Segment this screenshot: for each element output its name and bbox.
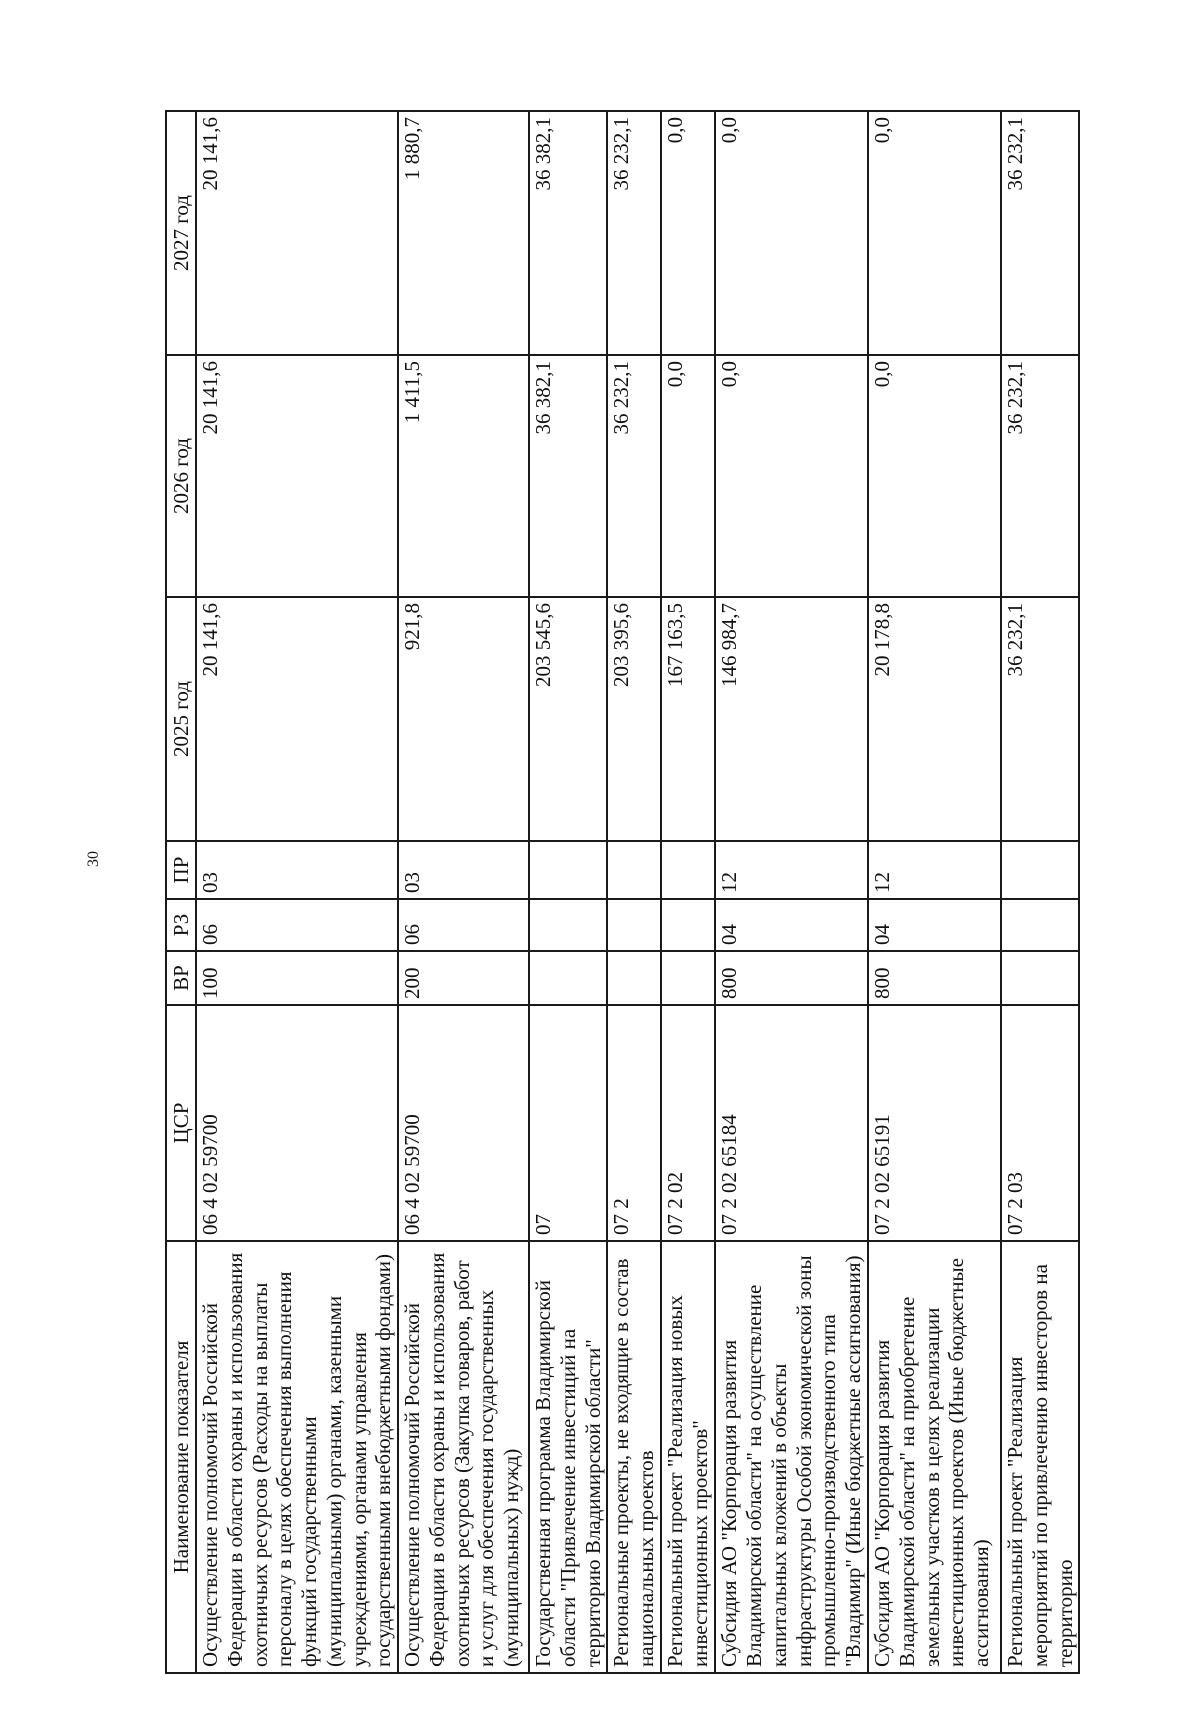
- header-2027: 2027 год: [166, 111, 196, 355]
- cell-pr: [1001, 841, 1079, 899]
- header-pr: ПР: [166, 841, 196, 899]
- cell-rz: 04: [868, 899, 1001, 951]
- cell-2025: 36 232,1: [1001, 597, 1079, 841]
- header-2025: 2025 год: [166, 597, 196, 841]
- cell-2025: 20 178,8: [868, 597, 1001, 841]
- cell-rz: 04: [715, 899, 868, 951]
- page-number: 30: [85, 851, 102, 867]
- cell-2025: 167 163,5: [661, 597, 715, 841]
- table-row: [661, 111, 715, 1673]
- cell-2027: 36 232,1: [607, 111, 661, 355]
- cell-csr: 07 2 02 65184: [715, 1005, 868, 1241]
- cell-vr: [1001, 951, 1079, 1005]
- cell-rz: [529, 899, 607, 951]
- header-name: Наименование показателя: [166, 1241, 196, 1673]
- cell-name: Региональные проекты, не входящие в состав национальных проектов: [607, 1241, 661, 1673]
- cell-rz: 06: [398, 899, 529, 951]
- cell-pr: [607, 841, 661, 899]
- cell-csr: 07 2 02: [661, 1005, 715, 1241]
- table-header-row: [166, 111, 196, 1673]
- cell-name: Региональный проект "Реализация новых инвестиционных проектов": [661, 1241, 715, 1673]
- cell-csr: 07: [529, 1005, 607, 1241]
- table-row: [1001, 111, 1079, 1673]
- cell-2026: 0,0: [715, 355, 868, 597]
- cell-pr: [529, 841, 607, 899]
- cell-vr: [607, 951, 661, 1005]
- cell-name: Осуществление полномочий Российской Федерации в области охраны и использования охотничьих ресурсов (Расходы на выплаты персоналу в целях обеспечения выполнения функций государственными (муниципальными) органами, казенными учреждениями, органами управления государственными внебюджетными фондами): [196, 1241, 398, 1673]
- cell-pr: 03: [196, 841, 398, 899]
- cell-pr: 12: [715, 841, 868, 899]
- rotated-table-wrapper: [165, 112, 1077, 1674]
- cell-2026: 36 382,1: [529, 355, 607, 597]
- header-csr: ЦСР: [166, 1005, 196, 1241]
- cell-csr: 07 2 03: [1001, 1005, 1079, 1241]
- cell-2027: 1 880,7: [398, 111, 529, 355]
- cell-csr: 07 2: [607, 1005, 661, 1241]
- cell-vr: 100: [196, 951, 398, 1005]
- cell-2025: 921,8: [398, 597, 529, 841]
- cell-vr: 800: [715, 951, 868, 1005]
- table-row: [529, 111, 607, 1673]
- cell-2027: 36 232,1: [1001, 111, 1079, 355]
- table-row: [607, 111, 661, 1673]
- cell-csr: 07 2 02 65191: [868, 1005, 1001, 1241]
- cell-pr: [661, 841, 715, 899]
- cell-name: Государственная программа Владимирской области "Привлечение инвестиций на территорию Владимирской области": [529, 1241, 607, 1673]
- cell-name: Региональный проект "Реализация мероприятий по привлечению инвесторов на территорию: [1001, 1241, 1079, 1673]
- budget-table: [165, 110, 1080, 1674]
- cell-2026: 36 232,1: [1001, 355, 1079, 597]
- cell-pr: 12: [868, 841, 1001, 899]
- cell-csr: 06 4 02 59700: [398, 1005, 529, 1241]
- cell-2027: 0,0: [868, 111, 1001, 355]
- cell-rz: [661, 899, 715, 951]
- table-row: [715, 111, 868, 1673]
- table-row: [196, 111, 398, 1673]
- cell-2025: 203 395,6: [607, 597, 661, 841]
- cell-2025: 203 545,6: [529, 597, 607, 841]
- header-2026: 2026 год: [166, 355, 196, 597]
- cell-2025: 20 141,6: [196, 597, 398, 841]
- cell-2027: 0,0: [715, 111, 868, 355]
- cell-csr: 06 4 02 59700: [196, 1005, 398, 1241]
- cell-2026: 0,0: [868, 355, 1001, 597]
- cell-rz: [607, 899, 661, 951]
- cell-vr: 200: [398, 951, 529, 1005]
- cell-2026: 36 232,1: [607, 355, 661, 597]
- header-vr: ВР: [166, 951, 196, 1005]
- cell-2027: 36 382,1: [529, 111, 607, 355]
- cell-2026: 1 411,5: [398, 355, 529, 597]
- cell-2026: 20 141,6: [196, 355, 398, 597]
- cell-name: Субсидия АО "Корпорация развития Владимирской области" на приобретение земельных участков в целях реализации инвестиционных проектов (Иные бюджетные ассигнования): [868, 1241, 1001, 1673]
- cell-2026: 0,0: [661, 355, 715, 597]
- cell-2025: 146 984,7: [715, 597, 868, 841]
- cell-vr: 800: [868, 951, 1001, 1005]
- cell-vr: [529, 951, 607, 1005]
- cell-rz: 06: [196, 899, 398, 951]
- cell-2027: 0,0: [661, 111, 715, 355]
- cell-rz: [1001, 899, 1079, 951]
- cell-vr: [661, 951, 715, 1005]
- table-row: [398, 111, 529, 1673]
- table-row: [868, 111, 1001, 1673]
- cell-2027: 20 141,6: [196, 111, 398, 355]
- cell-name: Субсидия АО "Корпорация развития Владимирской области" на осуществление капитальных вложений в объекты инфраструктуры Особой экономической зоны промышленно-производственного типа "Владимир" (Иные бюджетные ассигнования): [715, 1241, 868, 1673]
- header-rz: РЗ: [166, 899, 196, 951]
- cell-name: Осуществление полномочий Российской Федерации в области охраны и использования охотничьих ресурсов (Закупка товаров, работ и услуг для обеспечения государственных (муниципальных) нужд): [398, 1241, 529, 1673]
- cell-pr: 03: [398, 841, 529, 899]
